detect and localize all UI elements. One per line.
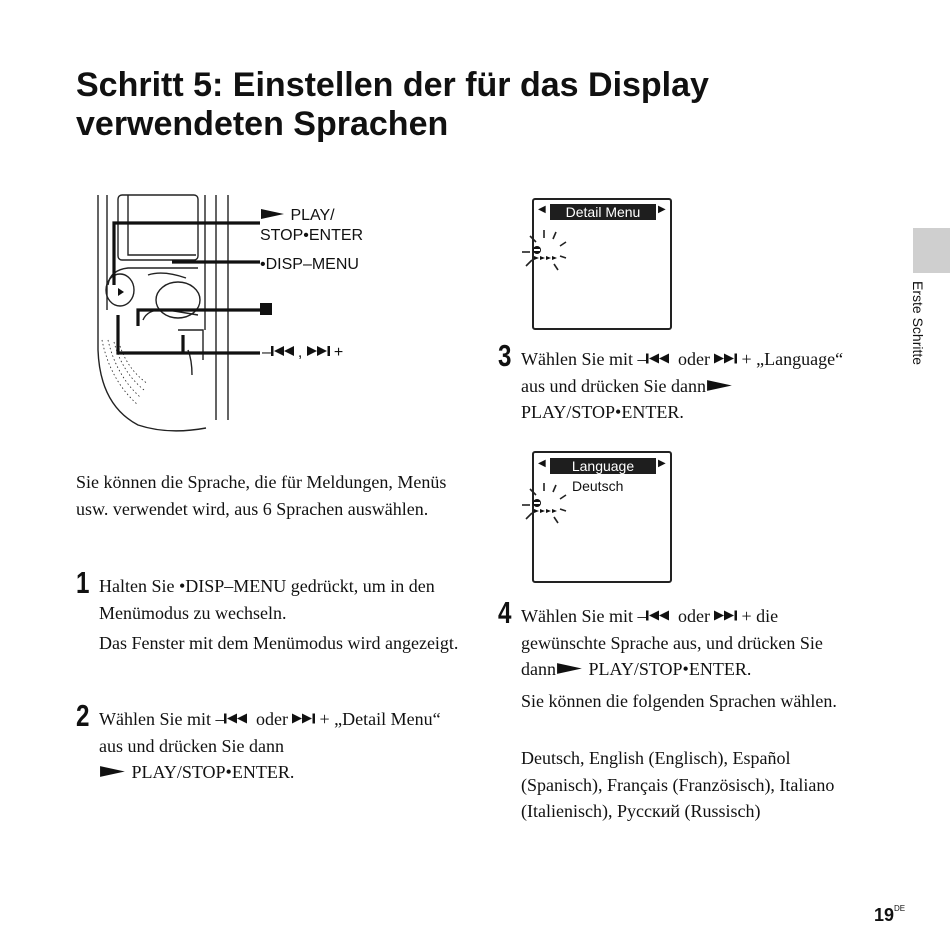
previous-track-icon: [646, 609, 673, 622]
step-4-note-languages-intro: Sie können die folgenden Sprachen wählen.: [521, 691, 837, 711]
scroll-left-icon: ◀: [538, 204, 546, 215]
step-4-language-list: Deutsch, English (Englisch), Español (Spanisch), Français (Französisch), Italiano (Italienisch), Русский (Russisch): [521, 748, 835, 821]
step-4-text: Wählen Sie mit – oder + die gewünschte Sprache aus, und drücken Sie dann PLAY/STOP•ENTER.: [521, 606, 823, 679]
step-2-text: Wählen Sie mit – oder + „Detail Menu“ aus und drücken Sie dann PLAY/STOP•ENTER.: [99, 709, 441, 782]
section-tab-marker: [913, 228, 950, 273]
scroll-right-icon: ▶: [658, 458, 666, 469]
next-track-icon: [714, 609, 741, 622]
scroll-left-icon: ◀: [538, 458, 546, 469]
step-4-number: 4: [498, 595, 512, 630]
next-track-icon: [714, 352, 741, 365]
stop-icon: [260, 303, 272, 315]
step-1-note: Das Fenster mit dem Menümodus wird angezeigt.: [99, 633, 459, 653]
display-header: Language: [550, 458, 656, 474]
next-track-icon: [292, 712, 319, 725]
display-language: [532, 451, 672, 583]
step-1-text: Halten Sie •DISP–MENU gedrückt, um in den Menümodus zu wechseln.: [99, 576, 435, 623]
play-icon: [556, 662, 584, 675]
step-1-number: 1: [76, 565, 90, 600]
play-icon: [99, 765, 127, 778]
previous-track-icon: [271, 345, 298, 357]
step-2-number: 2: [76, 698, 90, 733]
previous-track-icon: [646, 352, 673, 365]
play-icon: [706, 379, 734, 392]
display-detail-menu: [532, 198, 672, 330]
step-3-number: 3: [498, 338, 512, 373]
intro-paragraph: Sie können die Sprache, die für Meldungen, Menüs usw. verwendet wird, aus 6 Sprachen auswählen.: [76, 472, 447, 519]
selected-language: Deutsch: [572, 478, 624, 494]
disp-menu-label: •DISP–MENU: [260, 256, 359, 273]
play-icon: [260, 208, 286, 220]
play-stop-enter-label: PLAY/ STOP•ENTER: [260, 207, 364, 244]
section-tab-label: Erste Schritte: [910, 281, 926, 366]
prev-next-label: – , +: [262, 344, 344, 361]
next-track-icon: [307, 345, 334, 357]
display-header: Detail Menu: [550, 204, 656, 220]
step-3-text: Wählen Sie mit – oder + „Language“ aus und drücken Sie dann PLAY/STOP•ENTER.: [521, 349, 844, 422]
blinking-cursor-icon: [520, 479, 580, 529]
page-title: Schritt 5: Einstellen der für das Display verwendeten Sprachen: [76, 66, 709, 143]
previous-track-icon: [224, 712, 251, 725]
blinking-cursor-icon: [520, 226, 580, 276]
page-number: 19DE: [874, 904, 906, 925]
scroll-right-icon: ▶: [658, 204, 666, 215]
voice-recorder-illustration: [88, 190, 263, 440]
